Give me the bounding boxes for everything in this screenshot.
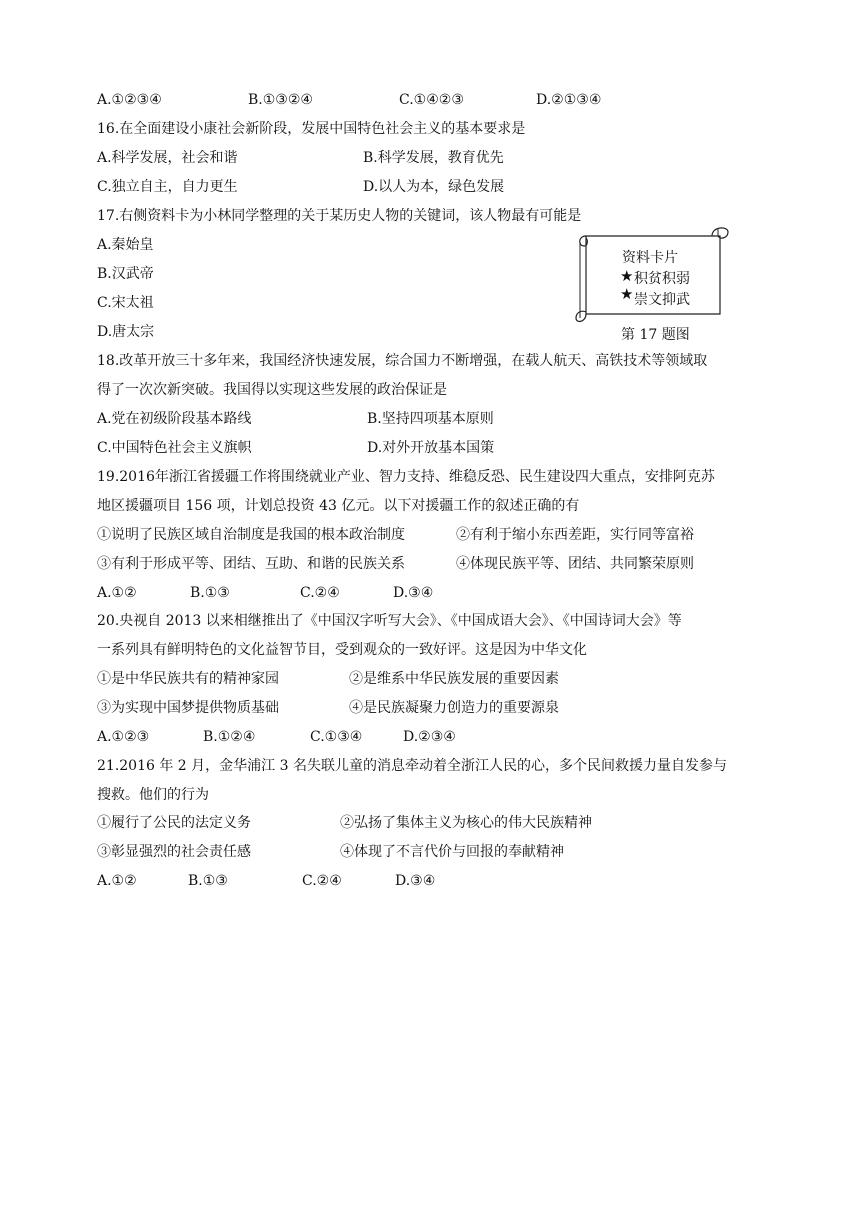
q18-stem-line-1: 18.改革开放三十多年来，我国经济快速发展，综合国力不断增强，在载人航天、高铁技术等领域取: [97, 353, 708, 369]
q19-option-d: D.③④: [393, 585, 434, 601]
q19-option-c: C.②④: [300, 585, 340, 601]
q21-option-c: C.②④: [302, 873, 342, 889]
q21-statement-1: ①履行了公民的法定义务: [97, 815, 251, 831]
q18-option-c: C.中国特色社会主义旗帜: [97, 440, 252, 456]
q19-statement-4: ④体现民族平等、团结、共同繁荣原则: [456, 556, 694, 572]
q20-option-c: C.①③④: [310, 729, 363, 745]
q16-option-a: A.科学发展，社会和谐: [97, 150, 238, 166]
q16-option-d: D.以人为本，绿色发展: [363, 179, 505, 195]
q19-stem-line-2: 地区援疆项目 156 项，计划总投资 43 亿元。以下对援疆工作的叙述正确的有: [97, 498, 580, 514]
q21-stem-line-2: 搜救。他们的行为: [97, 787, 209, 803]
card-item-1-text: 积贫积弱: [634, 271, 690, 287]
q21-statement-2: ②弘扬了集体主义为核心的伟大民族精神: [340, 815, 592, 831]
star-icon: ★: [620, 267, 634, 285]
q19-option-a: A.①②: [97, 585, 137, 601]
q16-option-c: C.独立自主，自力更生: [97, 179, 238, 195]
q18-stem-line-2: 得了一次次新突破。我国得以实现这些发展的政治保证是: [97, 382, 447, 398]
q19-option-b: B.①③: [190, 585, 230, 601]
q21-option-a: A.①②: [97, 873, 137, 889]
q17-stem: 17.右侧资料卡为小林同学整理的关于某历史人物的关键词，该人物最有可能是: [97, 208, 582, 224]
q18-option-a: A.党在初级阶段基本路线: [97, 411, 252, 427]
q17-option-a: A.秦始皇: [97, 237, 154, 253]
q16-option-b: B.科学发展，教育优先: [363, 150, 504, 166]
q18-option-d: D.对外开放基本国策: [367, 440, 495, 456]
q19-stem-line-1: 19.2016年浙江省援疆工作将围绕就业产业、智力支持、维稳反恐、民生建设四大重点，安排阿克苏: [97, 469, 715, 485]
q17-option-d: D.唐太宗: [97, 324, 155, 340]
q20-statement-3: ③为实现中国梦提供物质基础: [97, 700, 279, 716]
q20-stem-line-2: 一系列具有鲜明特色的文化益智节目，受到观众的一致好评。这是因为中华文化: [97, 642, 587, 658]
card-item-2-text: 崇文抑武: [634, 292, 690, 308]
q20-statement-1: ①是中华民族共有的精神家园: [97, 671, 279, 687]
q20-statement-2: ②是维系中华民族发展的重要因素: [349, 671, 559, 687]
q15-option-a: A.①②③④: [97, 92, 162, 108]
star-icon: ★: [620, 285, 634, 303]
q15-option-d: D.②①③④: [536, 92, 602, 108]
q21-option-d: D.③④: [395, 873, 436, 889]
q20-option-d: D.②③④: [403, 729, 456, 745]
q19-statement-3: ③有利于形成平等、团结、互助、和谐的民族关系: [97, 556, 405, 572]
q17-option-c: C.宋太祖: [97, 295, 154, 311]
q19-statement-1: ①说明了民族区域自治制度是我国的根本政治制度: [97, 527, 405, 543]
q21-option-b: B.①③: [188, 873, 228, 889]
q21-statement-3: ③彰显强烈的社会责任感: [97, 844, 251, 860]
q21-statement-4: ④体现了不言代价与回报的奉献精神: [340, 844, 564, 860]
q18-option-b: B.坚持四项基本原则: [367, 411, 494, 427]
q20-option-a: A.①②③: [97, 729, 150, 745]
q17-figure-caption: 第 17 题图: [621, 327, 690, 343]
q19-statement-2: ②有利于缩小东西差距，实行同等富裕: [456, 527, 694, 543]
q17-option-b: B.汉武帝: [97, 266, 154, 282]
q20-statement-4: ④是民族凝聚力创造力的重要源泉: [349, 700, 559, 716]
q15-option-b: B.①③②④: [248, 92, 313, 108]
q20-option-b: B.①②④: [203, 729, 256, 745]
q15-option-c: C.①④②③: [399, 92, 464, 108]
card-title: 资料卡片: [622, 250, 678, 266]
q20-stem-line-1: 20.央视自 2013 以来相继推出了《中国汉字听写大会》、《中国成语大会》、《中国诗词大会》等: [97, 613, 682, 629]
q16-stem: 16.在全面建设小康社会新阶段，发展中国特色社会主义的基本要求是: [97, 121, 526, 137]
q21-stem-line-1: 21.2016 年 2 月，金华浦江 3 名失联儿童的消息牵动着全浙江人民的心，多个民间救援力量自发参与: [97, 758, 727, 774]
